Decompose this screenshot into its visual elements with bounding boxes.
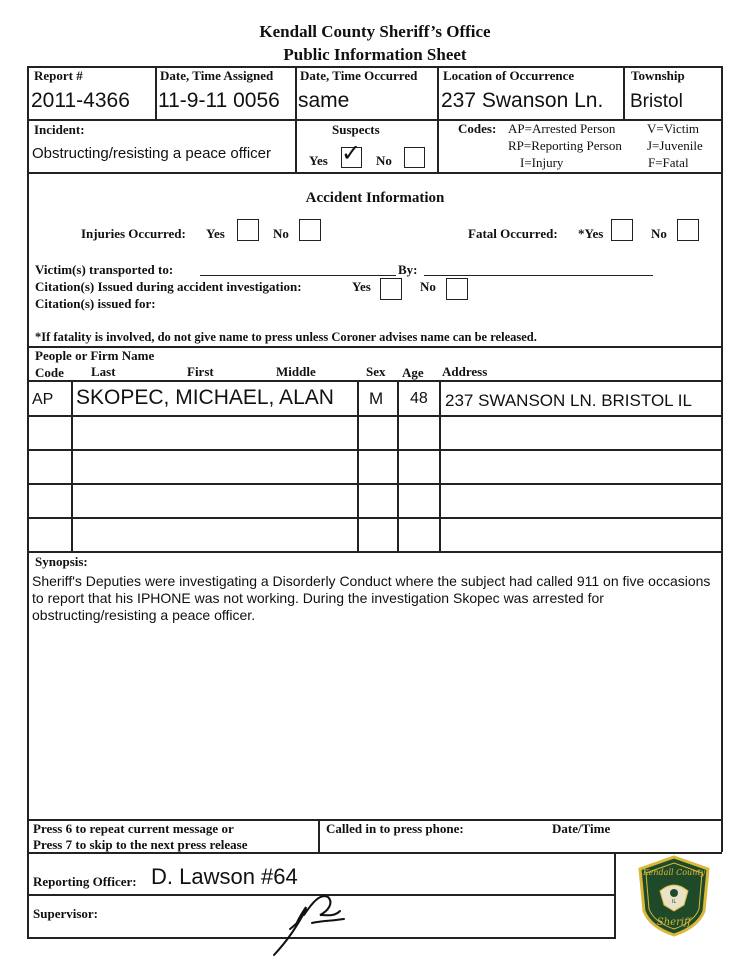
col-code: Code [35,365,64,380]
press-line-1: Press 6 to repeat current message or [33,821,234,836]
code-f: F=Fatal [648,155,689,170]
supervisor-signature [268,885,358,960]
code-v: V=Victim [647,121,700,136]
badge-state-text: IL [671,899,677,905]
assigned-value: 11-9-11 0056 [158,89,280,112]
injuries-yes-label: Yes [206,226,225,241]
officer-value: D. Lawson #64 [151,864,298,889]
checkmark-icon: ✓ [341,140,362,167]
fatal-no-label: No [651,226,667,241]
frame-right [721,66,723,852]
township-label: Township [631,68,685,83]
row2-div1 [295,119,297,173]
row1-bottom [27,119,722,121]
called-label: Called in to press phone: [326,821,464,836]
transported-field[interactable] [200,275,396,276]
citation-no-checkbox[interactable] [446,278,468,300]
people-col-div-3 [397,380,399,552]
col-sex: Sex [366,364,386,379]
people-section-label: People or Firm Name [35,348,155,363]
col-age: Age [402,365,424,380]
people-row-line-5 [27,551,722,553]
citation-for-label: Citation(s) issued for: [35,296,156,311]
codes-label: Codes: [458,121,497,136]
col-first: First [187,364,214,379]
badge-bottom-text: Sheriff [656,917,692,928]
row2-bottom [27,172,722,174]
people-row-line-3 [27,483,722,485]
injuries-label: Injuries Occurred: [81,226,186,241]
people-row-line-1 [27,415,722,417]
citation-issued-label: Citation(s) Issued during accident investigation: [35,279,302,294]
row1-div4 [623,66,625,120]
transported-label: Victim(s) transported to: [35,262,174,277]
code-rp: RP=Reporting Person [508,138,622,153]
fatal-no-checkbox[interactable] [677,219,699,241]
citation-no-label: No [420,279,436,294]
assigned-label: Date, Time Assigned [160,68,274,83]
code-i: I=Injury [520,155,564,170]
row1-div3 [437,66,439,120]
people-row-line-4 [27,517,722,519]
people-col-div-2 [357,380,359,552]
col-address: Address [442,364,488,379]
person-address: 237 SWANSON LN. BRISTOL IL [445,391,692,410]
accident-title: Accident Information [305,190,445,206]
occurred-value: same [298,89,350,112]
location-value: 237 Swanson Ln. [441,89,604,112]
suspects-no-checkbox[interactable] [404,147,425,168]
suspects-no-label: No [376,153,392,168]
col-last: Last [91,364,116,379]
person-name: SKOPEC, MICHAEL, ALAN [76,386,334,409]
supervisor-label: Supervisor: [33,906,98,921]
incident-label: Incident: [34,122,85,137]
synopsis-text: Sheriff's Deputies were investigating a Disorderly Conduct where the subject had called 911 on five occasions to report that his IPHONE was not working. During the investigation Skopec was arrested for obstructing/resisting a peace officer. [32,573,711,623]
person-code: AP [32,391,54,408]
badge-top-text: Kendall County [642,868,706,877]
office-title: Kendall County Sheriff’s Office [259,22,491,41]
fatal-label: Fatal Occurred: [468,226,558,241]
injuries-yes-checkbox[interactable] [237,219,259,241]
fatal-yes-label: *Yes [578,226,604,241]
row2-div2 [437,119,439,173]
fatality-note: *If fatality is involved, do not give name to press unless Coroner advises name can be released. [35,330,537,344]
citation-yes-checkbox[interactable] [380,278,402,300]
injuries-no-checkbox[interactable] [299,219,321,241]
people-row-line-2 [27,449,722,451]
code-ap: AP=Arrested Person [508,121,616,136]
sheriff-badge-icon [638,855,710,937]
by-field[interactable] [424,275,653,276]
citation-yes-label: Yes [352,279,371,294]
press-line-2: Press 7 to skip to the next press release [33,837,248,852]
incident-value: Obstructing/resisting a peace officer [32,145,272,162]
people-col-div-1 [71,380,73,552]
row1-div2 [295,66,297,120]
person-sex: M [369,389,384,408]
fatal-yes-checkbox[interactable] [611,219,633,241]
people-header-bottom [27,380,722,382]
suspects-yes-label: Yes [309,153,328,168]
sheet-title: Public Information Sheet [283,45,467,64]
col-middle: Middle [276,364,316,379]
location-label: Location of Occurrence [443,68,575,83]
injuries-no-label: No [273,226,289,241]
footer-div [318,819,320,853]
frame-left [27,66,29,852]
township-value: Bristol [630,91,683,112]
suspects-label: Suspects [332,122,380,137]
officer-label: Reporting Officer: [33,874,137,889]
by-label: By: [398,262,418,277]
people-col-div-4 [439,380,441,552]
datetime-label: Date/Time [552,821,611,836]
report-label: Report # [34,68,83,83]
occurred-label: Date, Time Occurred [300,68,418,83]
row1-div1 [155,66,157,120]
person-age: 48 [410,390,428,407]
code-j: J=Juvenile [647,138,703,153]
synopsis-label: Synopsis: [35,554,88,569]
report-number: 2011-4366 [31,89,130,112]
